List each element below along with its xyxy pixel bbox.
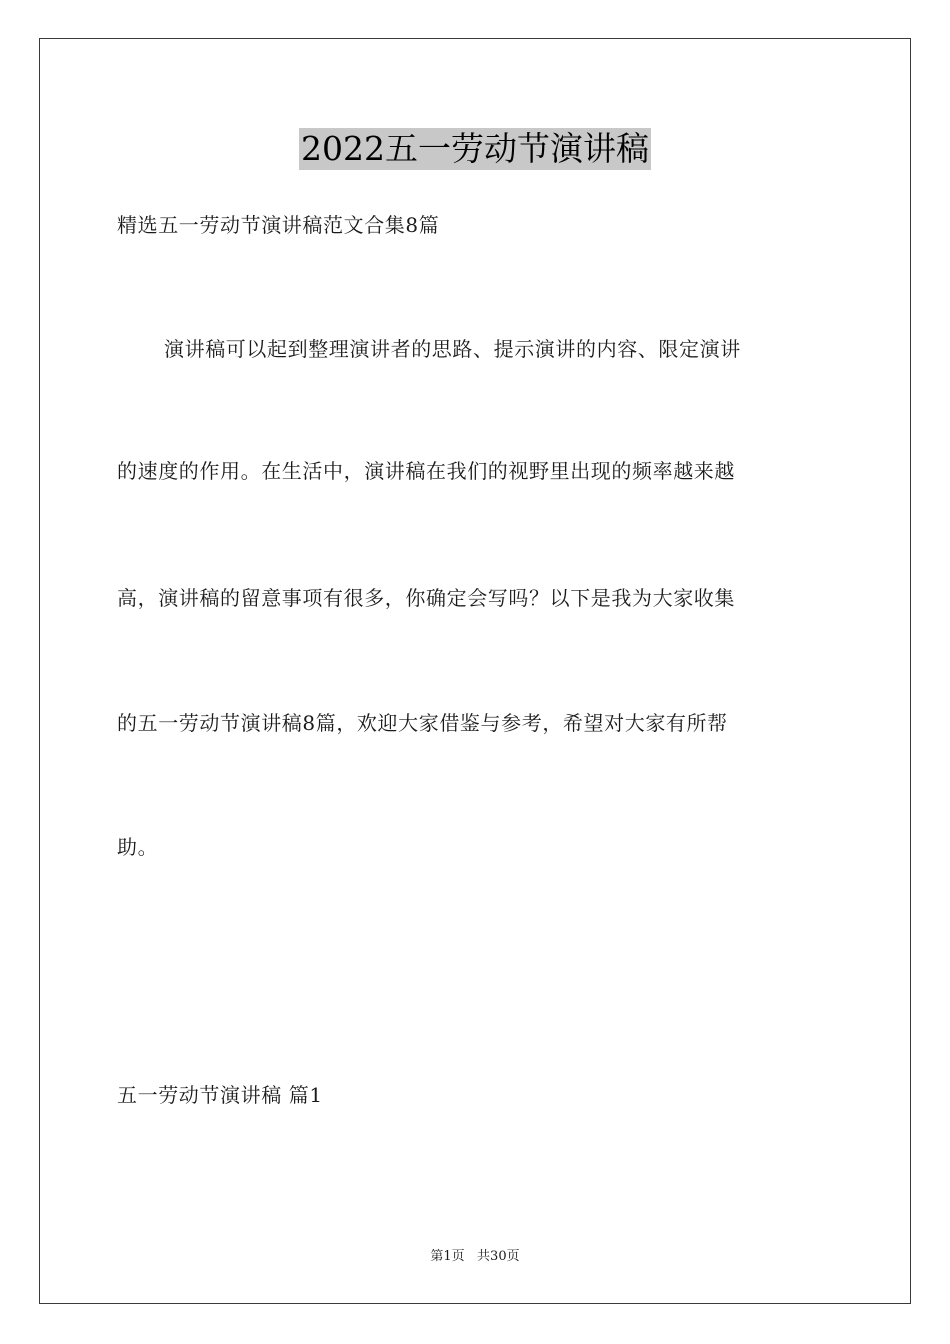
title-container — [0, 128, 950, 170]
paragraph-line-2: 的速度的作用。在生活中，演讲稿在我们的视野里出现的频率越来越 — [117, 459, 735, 483]
paragraph-line-5: 助。 — [117, 835, 159, 859]
page-footer: 第1页 共30页 — [430, 1249, 520, 1264]
document-subtitle: 精选五一劳动节演讲稿范文合集8篇 — [117, 213, 440, 237]
section-heading: 五一劳动节演讲稿 篇1 — [117, 1083, 323, 1107]
paragraph-line-4: 的五一劳动节演讲稿8篇，欢迎大家借鉴与参考，希望对大家有所帮 — [117, 711, 728, 735]
paragraph-line-1: 演讲稿可以起到整理演讲者的思路、提示演讲的内容、限定演讲 — [164, 337, 741, 361]
document-title: 2022五一劳动节演讲稿 — [301, 129, 649, 168]
paragraph-line-3: 高，演讲稿的留意事项有很多，你确定会写吗？以下是我为大家收集 — [117, 586, 735, 610]
